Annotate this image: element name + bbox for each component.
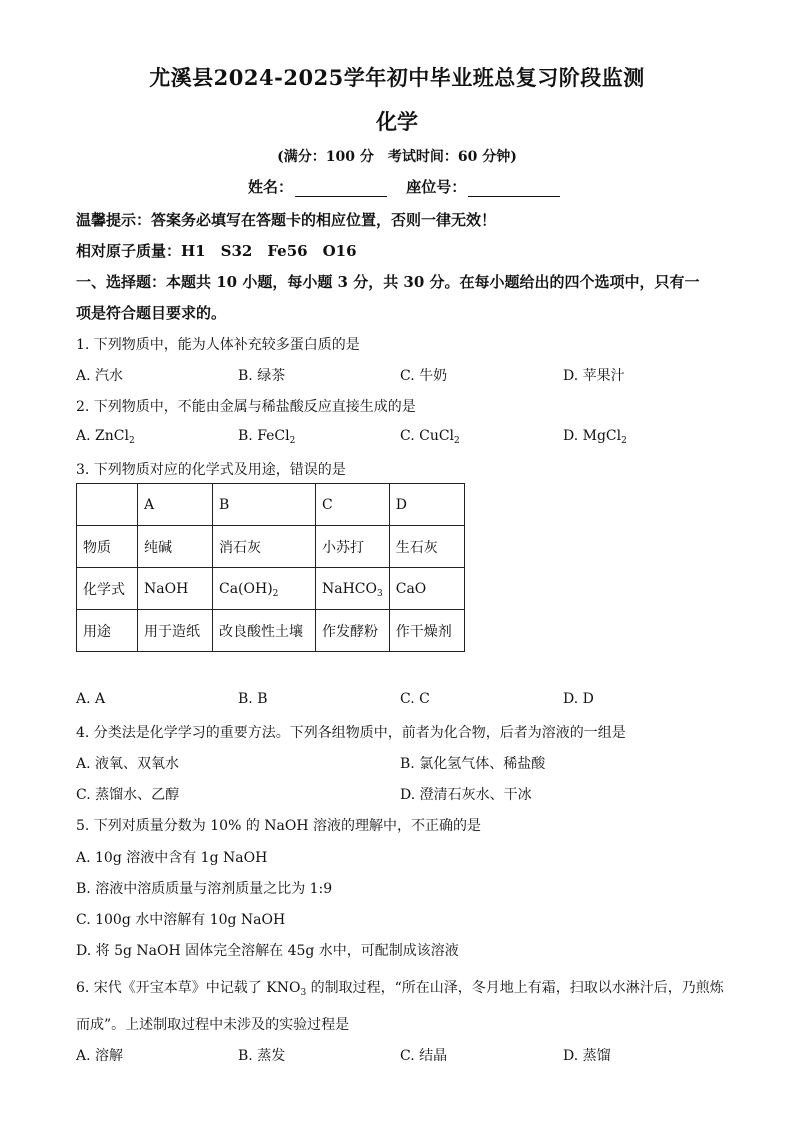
q2-d-text: D. MgCl — [563, 428, 622, 444]
q2-b-sub: 2 — [289, 436, 296, 446]
q2-b-text: B. FeCl — [238, 428, 290, 444]
q5-option-a[interactable]: A. 10g 溶液中含有 1g NaOH — [76, 850, 268, 866]
q4-option-d[interactable]: D. 澄清石灰水、干冰 — [400, 787, 532, 803]
question-6-stem — [76, 977, 724, 997]
table-cell: 小苏打 — [316, 526, 390, 568]
q1-option-b[interactable]: B. 绿茶 — [238, 368, 286, 384]
section-instructions-line2: 项是符合题目要求的。 — [76, 304, 227, 322]
q3-option-d[interactable]: D. D — [563, 691, 594, 707]
q3-option-c[interactable]: C. C — [400, 691, 430, 707]
table-row — [77, 610, 465, 652]
q6-option-d[interactable]: D. 蒸馏 — [563, 1048, 611, 1064]
formula-text: NaHCO — [322, 580, 377, 597]
substance-table — [76, 483, 465, 652]
q6-option-a[interactable]: A. 溶解 — [76, 1048, 124, 1064]
table-cell — [316, 568, 390, 610]
atomic-mass: 相对原子质量：H1 S32 Fe56 O16 — [76, 242, 357, 260]
table-cell: 作干燥剂 — [389, 610, 464, 652]
table-cell: 用于造纸 — [138, 610, 213, 652]
q1-option-a[interactable]: A. 汽水 — [76, 368, 124, 384]
section-instructions-line1: 一、选择题：本题共 10 小题，每小题 3 分，共 30 分。在每小题给出的四个选项中，只有一 — [76, 273, 700, 291]
question-6-stem-line2: 而成”。上述制取过程中未涉及的实验过程是 — [76, 1017, 350, 1033]
q2-option-d[interactable] — [563, 428, 627, 444]
table-cell: A — [138, 484, 213, 526]
q6-option-c[interactable]: C. 结晶 — [400, 1048, 448, 1064]
table-cell: 用途 — [77, 610, 138, 652]
table-cell: C — [316, 484, 390, 526]
q2-option-a[interactable] — [76, 428, 135, 444]
q2-a-sub: 2 — [128, 436, 135, 446]
q4-option-a[interactable]: A. 液氧、双氧水 — [76, 756, 180, 772]
q6-option-b[interactable]: B. 蒸发 — [238, 1048, 286, 1064]
table-cell: D — [389, 484, 464, 526]
table-cell: 改良酸性土壤 — [213, 610, 316, 652]
table-cell: 作发酵粉 — [316, 610, 390, 652]
q4-option-c[interactable]: C. 蒸馏水、乙醇 — [76, 787, 180, 803]
q6-stem-sub: 3 — [300, 988, 307, 998]
name-seat-line — [248, 176, 574, 197]
exam-title: 尤溪县2024-2025学年初中毕业班总复习阶段监测 — [149, 65, 645, 90]
table-cell — [213, 568, 316, 610]
name-label: 姓名： — [248, 178, 294, 196]
table-cell: 纯碱 — [138, 526, 213, 568]
formula-text: Ca(OH) — [219, 580, 273, 597]
q3-option-a[interactable]: A. A — [76, 691, 106, 707]
table-cell: CaO — [389, 568, 464, 610]
table-cell: B — [213, 484, 316, 526]
q2-c-sub: 2 — [454, 436, 460, 446]
table-cell: 物质 — [77, 526, 138, 568]
table-cell: 消石灰 — [213, 526, 316, 568]
question-5-stem: 5. 下列对质量分数为 10% 的 NaOH 溶液的理解中，不正确的是 — [76, 818, 482, 834]
seat-label: 座位号： — [406, 178, 467, 196]
q1-option-d[interactable]: D. 苹果汁 — [563, 368, 625, 384]
exam-meta: (满分：100 分 考试时间：60 分钟) — [277, 149, 517, 165]
q6-stem-text: 6. 宋代《开宝本草》中记载了 KNO — [76, 980, 301, 996]
q6-stem-text-post: 的制取过程，“所在山泽，冬月地上有霜，扫取以水淋汁后，乃煎炼 — [306, 980, 724, 996]
q5-option-d[interactable]: D. 将 5g NaOH 固体完全溶解在 45g 水中，可配制成该溶液 — [76, 943, 459, 959]
question-3-stem: 3. 下列物质对应的化学式及用途，错误的是 — [76, 462, 346, 478]
table-row — [77, 568, 465, 610]
q5-option-b[interactable]: B. 溶液中溶质质量与溶剂质量之比为 1:9 — [76, 881, 333, 897]
question-1-stem: 1. 下列物质中，能为人体补充较多蛋白质的是 — [76, 337, 360, 353]
formula-sub: 2 — [272, 588, 279, 599]
question-4-stem: 4. 分类法是化学学习的重要方法。下列各组物质中，前者为化合物，后者为溶液的一组是 — [76, 725, 626, 741]
q2-option-b[interactable] — [238, 428, 295, 444]
table-cell: 生石灰 — [389, 526, 464, 568]
q5-option-c[interactable]: C. 100g 水中溶解有 10g NaOH — [76, 912, 286, 928]
q3-option-b[interactable]: B. B — [238, 691, 268, 707]
notice: 温馨提示：答案务必填写在答题卡的相应位置，否则一律无效！ — [76, 211, 497, 229]
subject-title: 化学 — [376, 109, 418, 134]
question-2-stem: 2. 下列物质中，不能由金属与稀盐酸反应直接生成的是 — [76, 399, 416, 415]
table-cell — [77, 484, 138, 526]
table-cell: NaOH — [138, 568, 213, 610]
formula-sub: 3 — [377, 588, 383, 599]
q2-d-sub: 2 — [621, 436, 627, 446]
table-cell: 化学式 — [77, 568, 138, 610]
q4-option-b[interactable]: B. 氯化氢气体、稀盐酸 — [400, 756, 546, 772]
seat-blank[interactable] — [468, 182, 560, 197]
q2-c-text: C. CuCl — [400, 428, 455, 444]
q2-option-c[interactable] — [400, 428, 460, 444]
name-blank[interactable] — [295, 182, 387, 197]
q1-option-c[interactable]: C. 牛奶 — [400, 368, 448, 384]
table-row — [77, 526, 465, 568]
table-header-row — [77, 484, 465, 526]
q2-a-text: A. ZnCl — [76, 428, 129, 444]
